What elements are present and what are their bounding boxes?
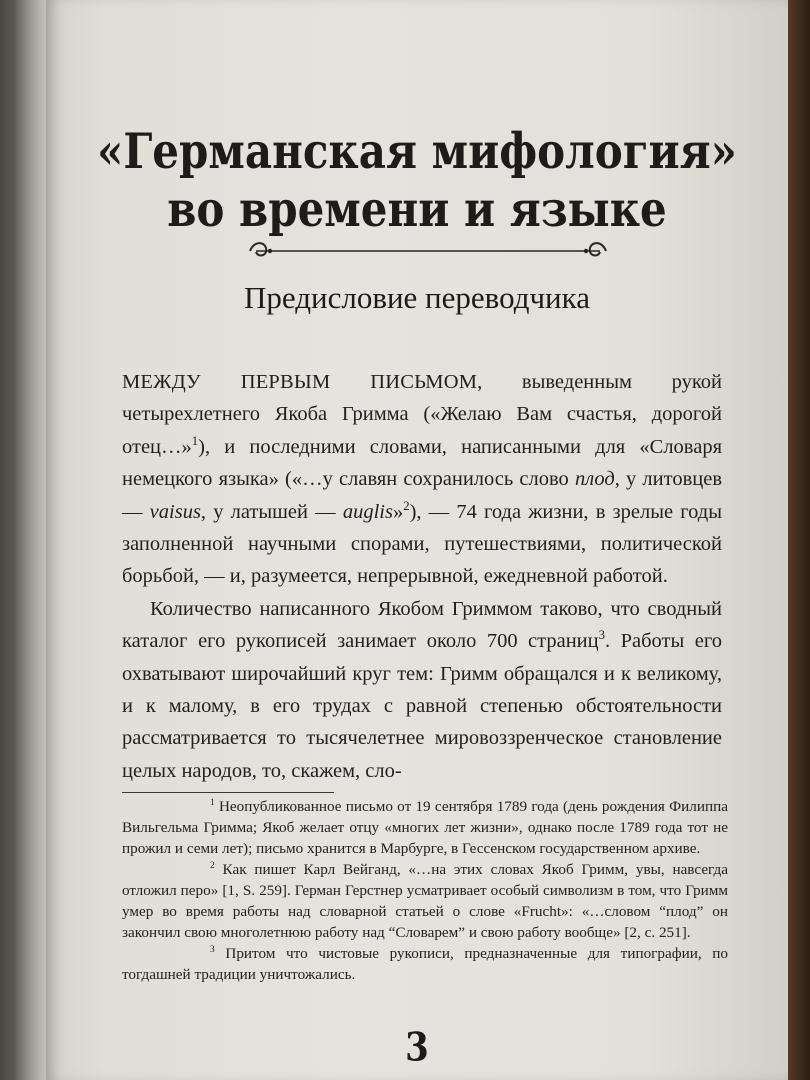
page-number: 3 <box>405 1025 429 1071</box>
paragraph-2 <box>122 593 722 787</box>
footnote-2-number: 2 <box>210 860 215 871</box>
footnote-1-number: 1 <box>210 797 215 808</box>
footnote-1-text: Неопубликованное письмо от 19 сентября 1789 года (день рождения Филиппа Вильгельма Гримма; Якоб желает отцу «многих лет жизни», однако после 1789 года тот не прожил и семи лет); письмо хранится в Марбурге, в Гессенском государственном архиве. <box>122 798 728 857</box>
p1-text-a: , выведенным рукой четырехлетнего Якоба Гримма («Желаю Вам счастья, дорогой отец…» <box>122 371 722 458</box>
title-line-2: во времени и языке <box>167 181 667 238</box>
p2-text-a: Количество написанного Якобом Гриммом таково, что сводный каталог его рукописей занимает около 700 страниц <box>122 597 722 653</box>
footnote-ref-1: 1 <box>191 433 199 448</box>
footnote-3-number: 3 <box>210 944 215 955</box>
footnote-2 <box>122 859 728 943</box>
p1-italic-plod: плод <box>574 468 615 491</box>
footnote-2-text: Как пишет Карл Вейганд, «…на этих словах Якоб Гримм, увы, навсегда отложил перо» [1, S. 259]. Герман Герстнер усматривает особый символизм в том, что Гримм умер во время работы над словарной статьей о слове «Frucht»: «…словом “плод” он закончил свою многолетнюю работу над “Словарем” и свою работу вообще» [2, с. 251]. <box>122 861 729 941</box>
book-edge <box>788 0 810 1080</box>
p1-text-c: , у литовцев — <box>122 468 722 523</box>
lead-caps: МЕЖДУ ПЕРВЫМ ПИСЬМОМ <box>122 371 478 393</box>
decorative-divider-icon <box>246 236 610 266</box>
main-text <box>122 366 722 787</box>
p2-text-b: . Работы его охватывают широчайший круг тем: Гримм обращался и к великому, и к малому, в его трудах с равной степенью обстоятельности рассматривается то тысячелетнее мировоззренческое становление целых народов, то, скажем, сло- <box>122 630 722 782</box>
p1-italic-auglis: auglis <box>342 500 393 523</box>
p1-text-d: , у латышей — <box>200 500 343 523</box>
footnote-ref-2: 2 <box>403 498 410 513</box>
footnote-3 <box>122 943 728 985</box>
title-line-1: «Германская мифология» <box>97 123 737 180</box>
p1-italic-vaisus: vaisus <box>149 500 201 523</box>
p1-text-b: ), и последними словами, написанными для «Словаря немецкого языка» («…у славян сохранилось слово <box>122 435 722 491</box>
p1-text-f: ), — 74 года жизни, в зрелые годы заполненной научными спорами, путешествиями, политической борьбой, — и, разумеется, непрерывной, ежедневной работой. <box>122 500 723 588</box>
footnote-1 <box>122 796 728 859</box>
footnotes <box>122 796 728 985</box>
footnote-rule <box>122 792 334 793</box>
paragraph-1 <box>122 366 722 593</box>
section-subtitle: Предисловие переводчика <box>243 280 590 315</box>
footnote-ref-3: 3 <box>598 628 605 643</box>
book-page <box>46 0 788 1080</box>
footnote-3-text: Притом что чистовые рукописи, предназначенные для типографии, по тогдашней традиции уничтожались. <box>122 945 728 983</box>
p1-text-e: » <box>392 500 404 523</box>
